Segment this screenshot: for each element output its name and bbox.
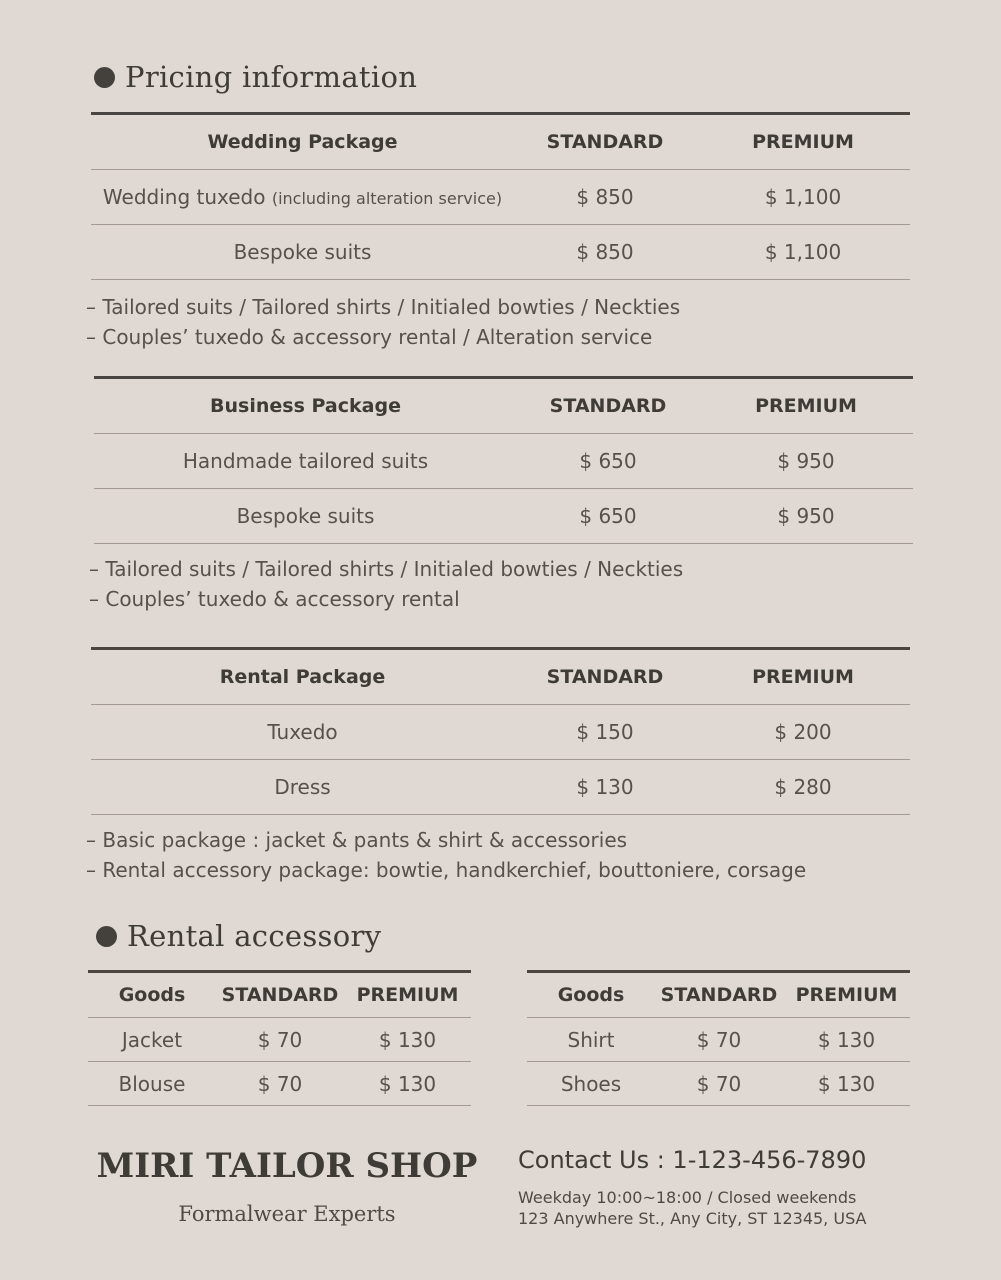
premium-price: $ 1,100: [696, 170, 910, 225]
premium-price: $ 130: [344, 1062, 471, 1106]
item-name: Blouse: [88, 1062, 216, 1106]
standard-price: $ 650: [517, 434, 699, 489]
note-line: – Tailored suits / Tailored shirts / Initialed bowties / Neckties: [89, 557, 684, 581]
table-row: [91, 705, 910, 760]
col-header-package: Rental Package: [91, 649, 514, 705]
shop-tagline: Formalwear Experts: [178, 1202, 396, 1226]
col-header-goods: Goods: [88, 972, 216, 1018]
item-name: Handmade tailored suits: [94, 434, 517, 489]
table-row: [94, 489, 913, 544]
table-row: [527, 1062, 910, 1106]
table-header-row: [94, 378, 913, 434]
table-header-row: [527, 972, 910, 1018]
standard-price: $ 850: [514, 170, 696, 225]
col-header-package: Business Package: [94, 378, 517, 434]
wedding-package-table: [91, 112, 910, 280]
wedding-notes: [86, 292, 680, 352]
standard-price: $ 70: [655, 1018, 783, 1062]
standard-price: $ 850: [514, 225, 696, 280]
item-name: Shirt: [527, 1018, 655, 1062]
standard-price: $ 70: [216, 1018, 344, 1062]
note-line: – Basic package : jacket & pants & shirt & accessories: [86, 828, 628, 852]
col-header-standard: STANDARD: [216, 972, 344, 1018]
note-line: – Couples’ tuxedo & accessory rental / Alteration service: [86, 325, 653, 349]
col-header-standard: STANDARD: [514, 649, 696, 705]
shop-name: MIRI TAILOR SHOP: [96, 1146, 478, 1186]
col-header-goods: Goods: [527, 972, 655, 1018]
item-name: Dress: [91, 760, 514, 815]
accessory-title: Rental accessory: [127, 919, 382, 953]
item-name: Bespoke suits: [91, 225, 514, 280]
table-row: [527, 1018, 910, 1062]
pricing-section-heading: [94, 60, 417, 94]
table-header-row: [91, 114, 910, 170]
premium-price: $ 280: [696, 760, 910, 815]
standard-price: $ 150: [514, 705, 696, 760]
note-line: – Couples’ tuxedo & accessory rental: [89, 587, 460, 611]
col-header-package: Wedding Package: [91, 114, 514, 170]
table-row: [94, 434, 913, 489]
accessory-table-right: [527, 970, 910, 1106]
table-row: [88, 1062, 471, 1106]
standard-price: $ 130: [514, 760, 696, 815]
item-name: Wedding tuxedo: [102, 185, 266, 209]
table-header-row: [91, 649, 910, 705]
table-row: [88, 1018, 471, 1062]
item-note: (including alteration service): [271, 189, 503, 208]
premium-price: $ 200: [696, 705, 910, 760]
table-row: [91, 170, 910, 225]
table-header-row: [88, 972, 471, 1018]
item-name: Tuxedo: [91, 705, 514, 760]
col-header-premium: PREMIUM: [696, 649, 910, 705]
item-name: Jacket: [88, 1018, 216, 1062]
premium-price: $ 950: [699, 434, 913, 489]
note-line: – Tailored suits / Tailored shirts / Initialed bowties / Neckties: [86, 295, 681, 319]
accessory-section-heading: [96, 919, 381, 953]
accessory-table-left: [88, 970, 471, 1106]
col-header-premium: PREMIUM: [344, 972, 471, 1018]
pricing-title: Pricing information: [125, 60, 418, 94]
bullet-dot-icon: [96, 926, 117, 947]
note-line: – Rental accessory package: bowtie, handkerchief, bouttoniere, corsage: [86, 858, 807, 882]
item-cell: [91, 170, 514, 225]
item-name: Bespoke suits: [94, 489, 517, 544]
standard-price: $ 70: [216, 1062, 344, 1106]
col-header-standard: STANDARD: [514, 114, 696, 170]
col-header-premium: PREMIUM: [783, 972, 910, 1018]
business-package-table: [94, 376, 913, 544]
table-row: [91, 760, 910, 815]
premium-price: $ 1,100: [696, 225, 910, 280]
col-header-standard: STANDARD: [655, 972, 783, 1018]
standard-price: $ 650: [517, 489, 699, 544]
address: 123 Anywhere St., Any City, ST 12345, USA: [518, 1209, 867, 1228]
col-header-premium: PREMIUM: [699, 378, 913, 434]
premium-price: $ 130: [783, 1062, 910, 1106]
bullet-dot-icon: [94, 67, 115, 88]
rental-package-table: [91, 647, 910, 815]
col-header-premium: PREMIUM: [696, 114, 910, 170]
rental-notes: [86, 825, 806, 885]
contact-phone[interactable]: Contact Us : 1-123-456-7890: [518, 1146, 867, 1174]
premium-price: $ 130: [344, 1018, 471, 1062]
table-row: [91, 225, 910, 280]
standard-price: $ 70: [655, 1062, 783, 1106]
col-header-standard: STANDARD: [517, 378, 699, 434]
premium-price: $ 130: [783, 1018, 910, 1062]
business-notes: [89, 554, 683, 614]
business-hours: Weekday 10:00~18:00 / Closed weekends: [518, 1188, 857, 1207]
premium-price: $ 950: [699, 489, 913, 544]
item-name: Shoes: [527, 1062, 655, 1106]
